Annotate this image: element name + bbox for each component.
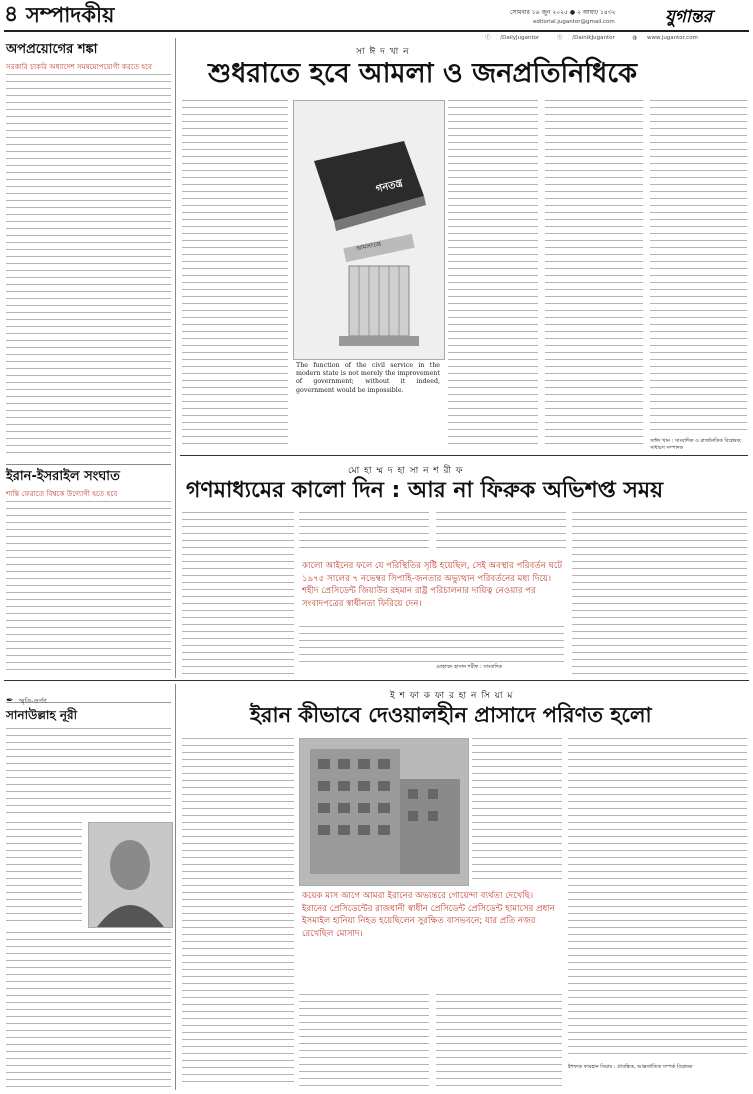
article-3-col-2-bottom (299, 994, 429, 1088)
article-2-col-3-top (436, 512, 566, 554)
twitter-link[interactable] (557, 35, 623, 41)
books-pillar-illustration (294, 101, 444, 359)
article-3-col-3-bottom (436, 994, 562, 1088)
article-3-byline: ইশফাক ফারহান সিয়াম : প্রাবন্ধিক, আন্তর্জাতিক সম্পর্ক বিশ্লেষক (568, 1064, 693, 1070)
facebook-icon: ⓕ (485, 35, 491, 41)
article-1-col-3 (448, 100, 538, 444)
portrait-photo (89, 823, 172, 927)
article-1-headline: শুধরাতে হবে আমলা ও জনপ্রতিনিধিকে (208, 58, 637, 89)
article-1-quote: The function of the civil service in the modern state is not merely the improvement of government; without it indeed, government would be impossible. (296, 362, 440, 394)
website-url: www.jugantor.com (647, 35, 698, 41)
article-3-headline: ইরান কীভাবে দেওয়ালহীন প্রাসাদে পরিণত হলো (250, 703, 652, 727)
article-1-author: সা ঈ দ খা ন (356, 47, 410, 57)
building-photo (300, 739, 468, 885)
article-1-byline: সাঈদ খান : সাংবাদিক ও রাজনৈতিক বিশ্লেষক; সাধারণ সম্পাদক (650, 438, 742, 451)
website-link[interactable] (632, 35, 705, 41)
article-2-col-2-bottom (299, 626, 564, 662)
facebook-link[interactable] (485, 35, 547, 41)
column-divider (175, 38, 176, 678)
article-2-col-1 (182, 512, 294, 674)
obituary-header-label: স্মৃতি-তর্পণ (18, 697, 47, 705)
obituary-portrait (88, 822, 173, 928)
editorial-1-subtitle: সরকারি চাকরি অধ্যাদেশ সমন্বয়োপযোগী করতে হবে (6, 62, 153, 71)
article-1-illustration (293, 100, 445, 360)
obituary-header (6, 688, 171, 706)
illustration-label-2: আমলাতন্ত্র (355, 240, 382, 253)
article-1-col-1 (182, 100, 288, 444)
article-2-col-2-top (299, 512, 429, 554)
page-number: ৪ (4, 2, 19, 27)
section-title: সম্পাদকীয় (26, 3, 115, 27)
twitter-handle: /DainikJugantor (572, 35, 615, 41)
article-2-byline: মোহাম্মদ হাসান শরীফ : সাংবাদিক (436, 664, 503, 670)
article-3-photo (299, 738, 469, 886)
editorial-email[interactable]: editorial.jugantor@gmail.com (533, 19, 615, 25)
obituary-name: সানাউল্লাহ নূরী (6, 708, 78, 722)
editorial-2-subtitle: শান্তি ফেরাতে বিশ্বকে উদ্যোগী হতে হবে (6, 489, 118, 498)
editorial-2-title: ইরান-ইসরাইল সংঘাত (6, 469, 120, 484)
editorial-1-body (6, 74, 171, 458)
globe-icon: ◍ (632, 35, 638, 41)
masthead-rule (4, 30, 749, 32)
article-3-pull-quote: কয়েক মাস আগে আমরা ইরানের অভ্যন্তরে গোয়েন্দা ব্যর্থতা দেখেছি। ইরানের প্রেসিডেন্টের রাজধানী স্বাধীন প্রেসিডেন্ট প্রেসিডেন্ট হামাসের প্রধান ইসমাইল হানিয়া নিহত হয়েছিলেন সুরক্ষিত বাসভবনে; যার প্রতি নজর রেখেছিল মোসাদ। (302, 891, 555, 939)
article-1-col-5 (650, 100, 747, 436)
obituary-body-1 (6, 728, 171, 816)
jugantor-logo: যুগান্তর (665, 7, 712, 27)
editorial-2-body (6, 501, 171, 673)
article-1-col-4 (545, 100, 643, 444)
article-3-col-1 (182, 738, 294, 1088)
article-2-headline: গণমাধ্যমের কালো দিন : আর না ফিরুক অভিশপ্ত সময় (186, 478, 664, 503)
illustration-label: গনতন্ত্র (374, 177, 404, 196)
obituary-body-2 (6, 932, 171, 1088)
editorial-1-title: অপপ্রয়োগের শঙ্কা (6, 42, 98, 57)
obituary-body-left (6, 822, 82, 926)
article-3-author: ই শ ফা ক ফা র হা ন সি য়া ম (390, 691, 514, 701)
article-3-col-3-top (472, 738, 562, 884)
article-3-col-4 (568, 738, 747, 1058)
twitter-icon: ⓧ (557, 35, 563, 41)
article-2-author: মো হা ম্ম দ হা সা ন শ রী ফ (348, 466, 464, 476)
article-2-col-4 (572, 512, 747, 674)
feather-icon: ✒ (6, 696, 14, 706)
date-line: সোমবার ১৬ জুন ২০২৫ ● ২ আষাঢ় ১৪৩২ (510, 9, 616, 16)
article-2-pull-quote: কালো আইনের ফলে যে পরিস্থিতির সৃষ্টি হয়েছিল, সেই অবস্থার পরিবর্তন ঘটে ১৯৭৫ সালের ৭ নভেম্বর সিপাহি-জনতার অভ্যুত্থান পরিবর্তনের মধ্য দিয়ে। শহীদ প্রেসিডেন্ট জিয়াউর রহমান রাষ্ট্র পরিচালনার দায়িত্ব নেওয়ার পর সংবাদপত্রের স্বাধীনতা ফিরিয়ে দেন। (302, 561, 563, 609)
facebook-handle: /DailyJugantor (500, 35, 540, 41)
